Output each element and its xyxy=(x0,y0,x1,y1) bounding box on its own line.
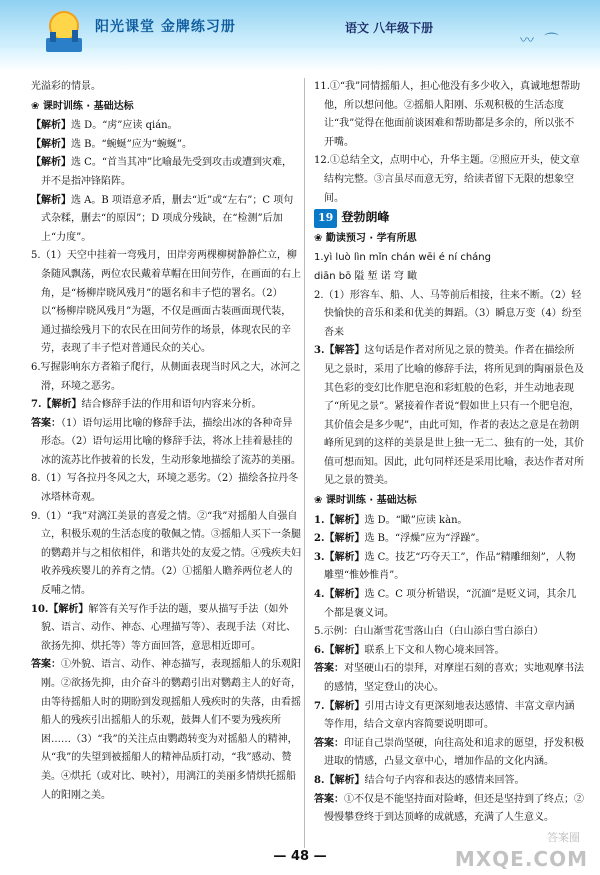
answer-tag: 7.【解析】 xyxy=(314,700,365,712)
answer-paragraph: 6.写握影响东方者箱子爬行，从侧面表现当时风之大，冰河之滑，环境之恶劣。 xyxy=(31,361,301,392)
answer-paragraph: 9.（1）“我”对漓江美景的喜爱之情。②“我”对摇船人自强自立，积极乐观的生活态度的敬佩之情。③摇船人买下一条腿的鹦鹉并与之相依相伴，和谐共处的友爱之情。④残疾夫妇收养残疾婴儿的养育之情。（2）①摇船人瞻养两位老人的反哺之情。 xyxy=(31,510,301,597)
answer-paragraph: 6.【解析】联系上下文和人物心境来回答。 xyxy=(314,644,505,656)
right-column xyxy=(314,78,584,828)
answer-paragraph: 答案：对坚硬山石的崇拜，对摩崖石刻的喜欢；实地观摩书法的感情，坚定登山的决心。 xyxy=(314,663,584,693)
answer-tag: 4.【解析】 xyxy=(314,589,365,601)
pinyin-line: 1.yì luò lìn mǐn chán wēi é ní cháng xyxy=(314,252,491,264)
series-title: 阳光课堂 金牌练习册 xyxy=(95,19,236,35)
header-banner xyxy=(0,0,600,72)
answer-paragraph: 答案：（1）语句运用比喻的修辞手法，描绘出冰的各种奇异形态。（2）语句运用比喻的修辞手法，将冰上挂着悬挂的冰的流苏比作披着的长发，生动形象地描绘了流苏的美丽。 xyxy=(31,417,301,466)
answer-tag: 答案： xyxy=(314,663,344,675)
answer-paragraph: 2.（1）形容车、船、人、马等前后相接，往来不断。（2）轻快愉快的音乐和柔和优美的舞蹈。（3）瞬息万变（4）纷至沓来 xyxy=(314,289,582,338)
answer-paragraph: 7.【解析】结合修辞手法的作用和语句内容来分析。 xyxy=(31,399,262,411)
chapter-number: 19 xyxy=(314,209,337,228)
subject-grade: 语文 八年级下册 xyxy=(345,21,434,35)
page-number: — 48 — xyxy=(273,849,327,864)
answer-paragraph: 答案：①不仅是不能坚持面对险峰，但还是坚持到了终点；②慢慢攀登终于到达顶峰的成就感，充满了人生意义。 xyxy=(314,793,584,824)
answer-tag: 答案： xyxy=(31,417,61,429)
answer-paragraph: 【解析】选 B。“蜿蜒”应为“蜿蜒”。 xyxy=(31,138,192,150)
answer-paragraph: 2.【解析】选 B。“浮燥”应为“浮躁”。 xyxy=(314,533,486,545)
left-column xyxy=(31,78,301,805)
answer-paragraph: 5.示例：白山渐雪花雪落山白（白山添白雪白添白） xyxy=(314,626,544,638)
banner-sky xyxy=(0,48,600,72)
answer-paragraph: 8.【解析】结合句子内容和表达的感情来回答。 xyxy=(314,774,525,786)
watermark: MXQE.COM xyxy=(454,847,588,871)
answer-paragraph: 【解析】选 D。“虏”应读 qián。 xyxy=(31,120,178,132)
answer-tag: 3.【解答】 xyxy=(314,345,365,357)
answer-paragraph: 5.（1）天空中挂着一弯残月，田岸旁两棵柳树静静伫立，柳条随风飘荡，两位农民戴着草帽在田间劳作，在画面的右上角，是“杨柳岸晓风残月”的题名和丰子恺的署名。（2）以“杨柳岸晓风残月”为题，不仅是画面古装画面现代装，通过描绘残月下的农民在田间劳作的场景，体现农民的辛劳，表现了丰子恺对普通民众的关心。 xyxy=(31,250,301,355)
answer-tag: 1.【解析】 xyxy=(314,514,365,526)
answer-paragraph: 12.①总结全文，点明中心，升华主题。②照应开头，使文章结构完整。③言虽尽而意无穷，给读者留下无限的想象空间。 xyxy=(314,155,580,204)
answer-paragraph: 11.①“我”同情摇船人，担心他没有多少收入，真诚地想帮助他，所以想问他。②摇船人阳刚、乐观积极的生活态度让“我”觉得在他面前谈困难和帮助都是多余的，所以张不开嘴。 xyxy=(314,81,581,148)
chapter-title: 登勃朗峰 xyxy=(341,210,390,225)
section-heading: ❀ 课时训练 · 基础达标 xyxy=(31,100,134,112)
answer-tag: 3.【解析】 xyxy=(314,551,365,563)
answer-tag: 【解析】 xyxy=(31,157,71,169)
answer-tag: 答案： xyxy=(31,659,61,671)
logo-icon xyxy=(40,8,88,54)
answer-paragraph: 3.【解答】这句话是作者对所见之景的赞美。作者在描绘所见之景时，采用了比喻的修辞手法，将所见到的陶丽景色及其色彩的变幻比作肥皂泡和彩虹般的色彩，并生动地表现了“所见之景”。紧接着作者说“假如世上只有一个肥皂泡，其价值会是多少呢”，由此可知，作者的表达之意是在勃朗峰所见到的这样的美景是世上独一无二、独有的一处，其价值可想而知。因此，此句同样还是采用比喻，表达作者对所见之景的赞美。 xyxy=(314,345,584,487)
answer-tag: 10.【解析】 xyxy=(31,603,89,615)
answer-tag: 2.【解析】 xyxy=(314,533,365,545)
answer-tag: 【解析】 xyxy=(31,194,71,206)
column-divider xyxy=(304,78,305,848)
answer-tag: 答案： xyxy=(314,793,344,805)
answer-paragraph: 10.【解析】解答有关写作手法的题，要从描写手法（如外貌、语言、动作、神态、心理描写等）、表现手法（对比、欲扬先抑、烘托等）等方面回答，意思相近即可。 xyxy=(31,603,296,652)
chapter-heading xyxy=(314,208,584,229)
answer-tag: 【解析】 xyxy=(31,138,71,150)
answer-tag: 7.【解析】 xyxy=(31,399,82,411)
birds-icon: 〰 ⌒ xyxy=(520,33,562,49)
answer-paragraph: 答案：印证自己崇尚坚硬，向往高处和追求的愿望，抒发积极进取的情感，凸显文章中心，增加作品的文化内涵。 xyxy=(314,737,584,768)
answer-paragraph: 【解析】选 A。B 项语意矛盾，删去“近”或“左右”；C 项句式杂糅，删去“的原因”；D 项成分残缺，在“检测”后加上“力度”。 xyxy=(31,194,294,243)
answer-tag: 答案： xyxy=(314,737,344,749)
answer-paragraph: 【解析】选 C。“首当其冲”比喻最先受到攻击或遭到灾难，并不是指冲锋陷阵。 xyxy=(31,157,293,187)
section-heading: ❀ 课时训练 · 基础达标 xyxy=(314,495,417,507)
watermark-subtitle: 答案圈 xyxy=(547,831,580,844)
pinyin-line: diān bō 隘 堑 诺 穹 瞰 xyxy=(314,270,418,282)
answer-paragraph: 4.【解析】选 C。C 项分析错误，“沉湎”是贬义词，其余几个都是褒义词。 xyxy=(314,589,577,619)
answer-tag: 8.【解析】 xyxy=(314,774,365,786)
answer-paragraph: 光溢彩的情景。 xyxy=(31,81,101,92)
answer-tag: 【解析】 xyxy=(31,120,71,132)
answer-paragraph: 8.（1）写各拉丹冬风之大，环境之恶劣。（2）描绘各拉丹冬冰塔林奇观。 xyxy=(31,473,299,504)
answer-paragraph: 7.【解析】引用古诗文有更深刻地表达感情、丰富文章内涵等作用，结合文章内容简要说明即可。 xyxy=(314,700,575,731)
answer-tag: 6.【解析】 xyxy=(314,644,365,656)
answer-paragraph: 3.【解析】选 C。技艺“巧夺天工”，作品“精雕细刻”，人物雕塑“惟妙惟肖”。 xyxy=(314,551,576,582)
section-heading: ❀ 勤读预习 · 学有所思 xyxy=(314,232,417,244)
answer-paragraph: 1.【解析】选 D。“瞰”应读 kàn。 xyxy=(314,514,468,526)
answer-paragraph: 答案：①外貌、语言、动作、神态描写，表现摇船人的乐观阳刚。②欲扬先抑，由介奋斗的鹦鹉引出对鹦鹉主人的好奇，由等待摇船人时的期盼到发现摇船人残疾时的失落，由看摇船人的残疾引出摇船人的乐观，鼓舞人们不要为残疾所困……（3）“我”的关注点由鹦鹉转变为对摇船人的精神，从“我”的失望到被摇船人的精神品质打动，“我”感动、赞美。④烘托（或对比、映衬），用漓江的美丽多情烘托摇船人的阳刚之美。 xyxy=(31,659,301,801)
